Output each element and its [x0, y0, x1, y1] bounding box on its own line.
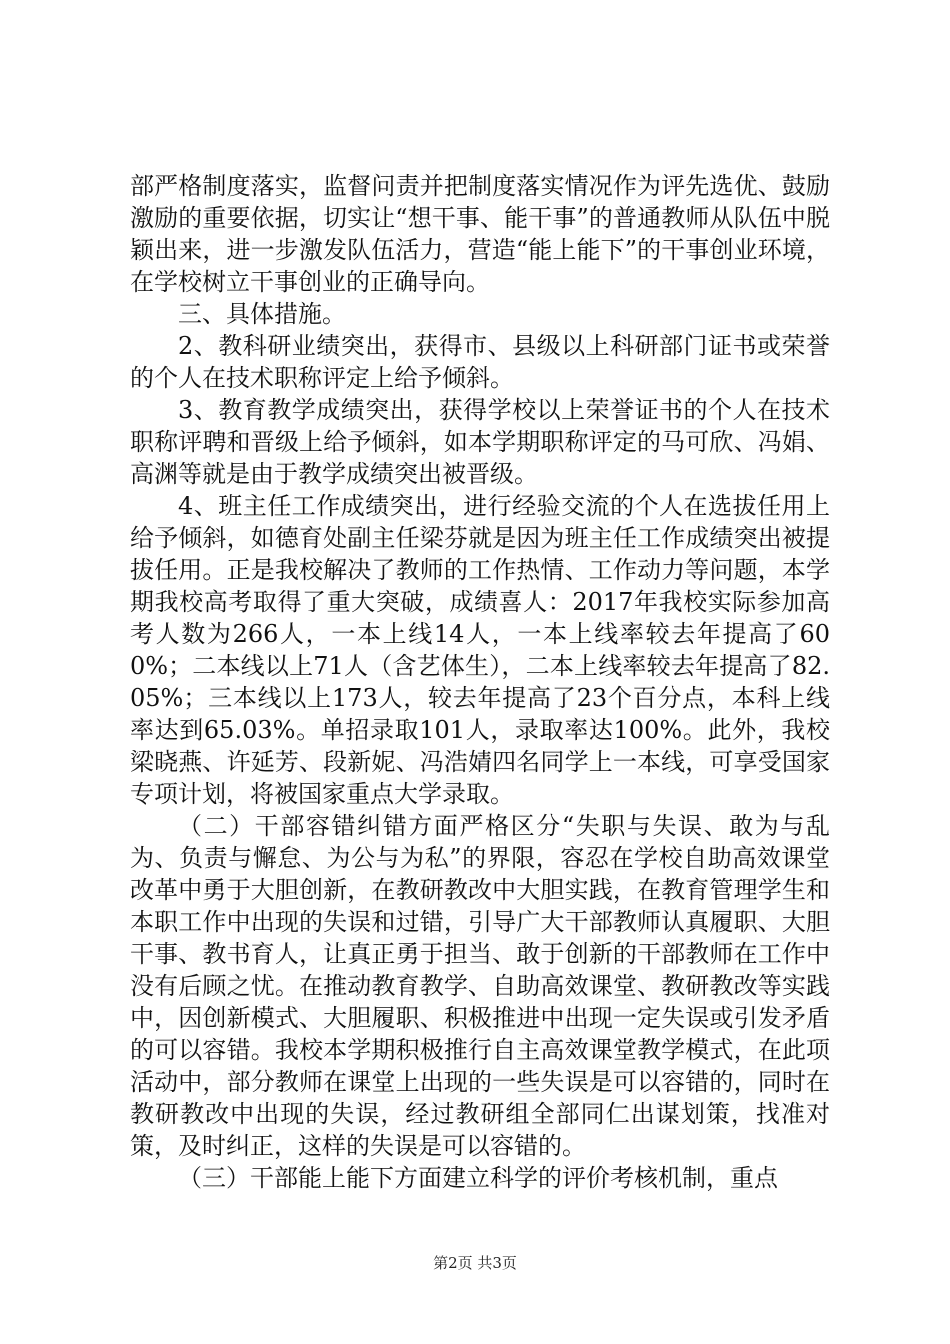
paragraph-continuation: 部严格制度落实，监督问责并把制度落实情况作为评先选优、鼓励激励的重要依据，切实让“想干事、能干事”的普通教师从队伍中脱颖出来，进一步激发队伍活力，营造“能上能下”的干事创业环境，在学校树立干事创业的正确导向。	[130, 172, 830, 296]
document-body	[130, 170, 830, 1194]
page-number-footer: 第2页 共3页	[433, 1254, 517, 1272]
paragraph-section-2: （二）干部容错纠错方面严格区分“失职与失误、敢为与乱为、负责与懈怠、为公与为私”的界限，容忍在学校自助高效课堂改革中勇于大胆创新，在教研教改中大胆实践，在教育管理学生和本职工作中出现的失误和过错，引导广大干部教师认真履职、大胆干事、教书育人，让真正勇于担当、敢于创新的干部教师在工作中没有后顾之忧。在推动教育教学、自助高效课堂、教研教改等实践中，因创新模式、大胆履职、积极推进中出现一定失误或引发矛盾的可以容错。我校本学期积极推行自主高效课堂教学模式，在此项活动中，部分教师在课堂上出现的一些失误是可以容错的，同时在教研教改中出现的失误，经过教研组全部同仁出谋划策，找准对策，及时纠正，这样的失误是可以容错的。	[130, 812, 830, 1160]
section-heading-measures: 三、具体措施。	[178, 300, 346, 328]
paragraph-item-3: 3、教育教学成绩突出，获得学校以上荣誉证书的个人在技术职称评聘和晋级上给予倾斜，如本学期职称评定的马可欣、冯娟、高渊等就是由于教学成绩突出被晋级。	[130, 396, 830, 488]
paragraph-section-3: （三）干部能上能下方面建立科学的评价考核机制，重点	[178, 1164, 778, 1192]
paragraph-item-2: 2、教科研业绩突出，获得市、县级以上科研部门证书或荣誉的个人在技术职称评定上给予倾斜。	[130, 332, 830, 392]
paragraph-item-4: 4、班主任工作成绩突出，进行经验交流的个人在选拔任用上给予倾斜，如德育处副主任梁芬就是因为班主任工作成绩突出被提拔任用。正是我校解决了教师的工作热情、工作动力等问题，本学期我校高考取得了重大突破，成绩喜人：2017年我校实际参加高考人数为266人，一本上线14人，一本上线率较去年提高了600%；二本线以上71人（含艺体生），二本上线率较去年提高了82.05%；三本线以上173人，较去年提高了23个百分点，本科上线率达到65.03%。单招录取101人，录取率达100%。此外，我校梁晓燕、许延芳、段新妮、冯浩婧四名同学上一本线，可享受国家专项计划，将被国家重点大学录取。	[130, 492, 830, 808]
